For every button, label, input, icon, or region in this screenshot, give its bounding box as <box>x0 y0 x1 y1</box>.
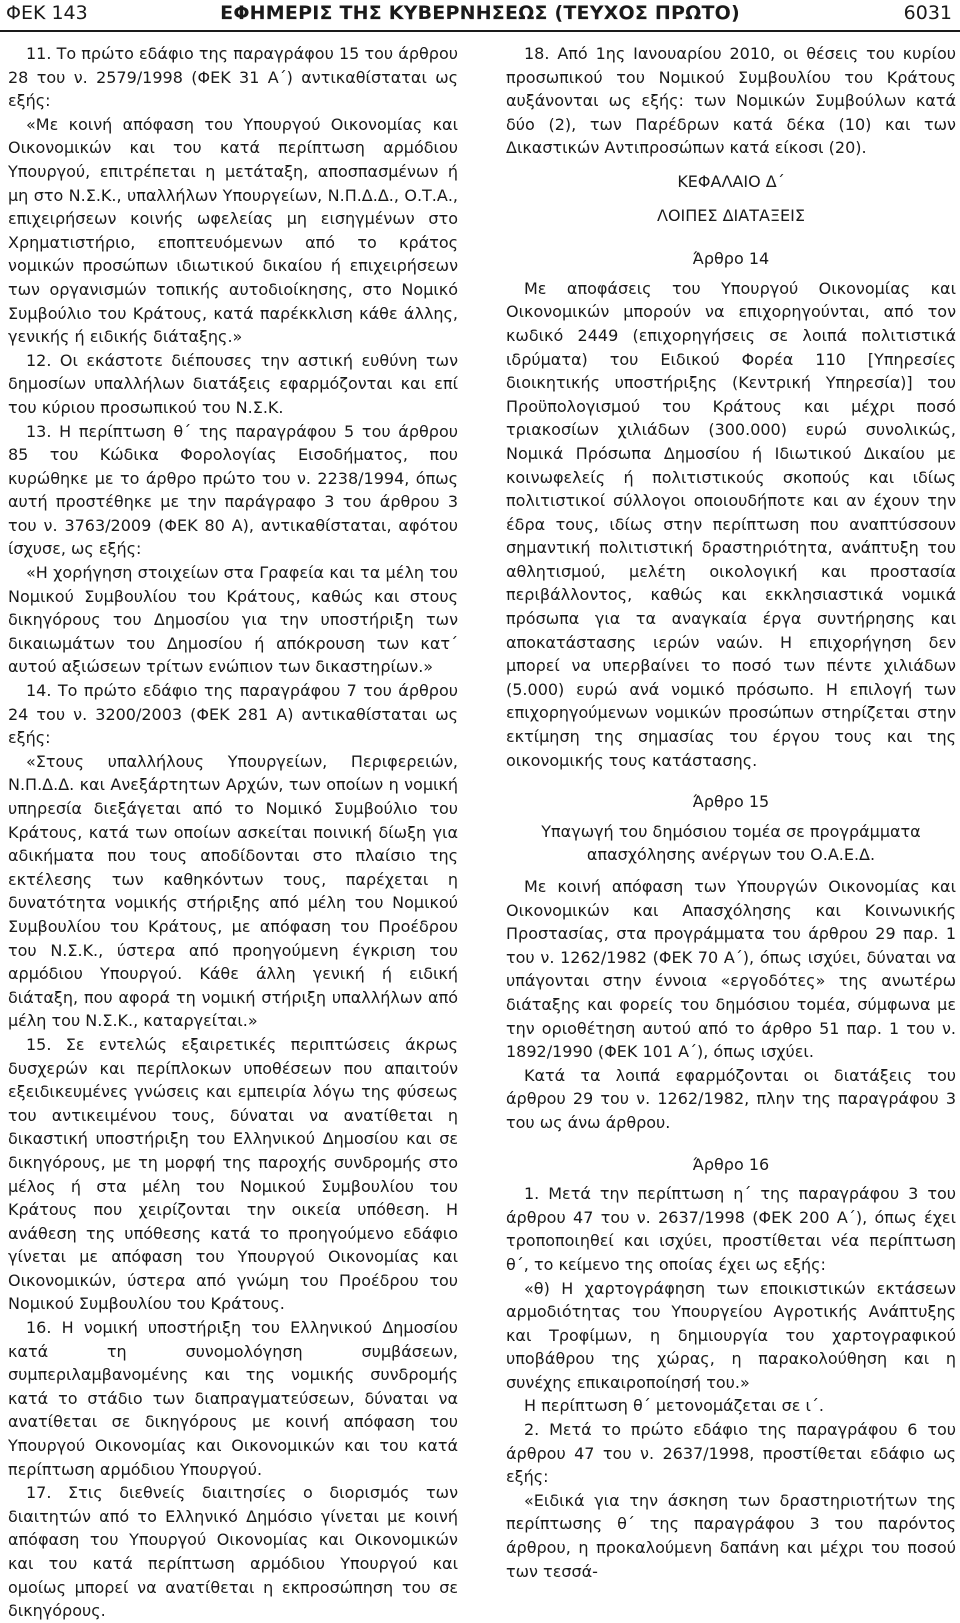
quoted-provision-13: «Η χορήγηση στοιχείων στα Γραφεία και τα μέλη του Νομικού Συμβουλίου του Κράτους, καθώς και στους δικηγόρους του Δημοσίου για την υποστήριξη των δικαιωμάτων του Δημοσίου ή απόκρουση των κατ΄ αυτού αξιώσεων τρίτων ενώπιον των δικαστηρίων.» <box>8 563 458 677</box>
paragraph-16: 16. Η νομική υποστήριξη του Ελληνικού Δημοσίου κατά τη συνομολόγηση συμβάσεων, συμπεριλαμβανομένης και της νομικής συνδρομής κατά το στάδιο των διαπραγματεύσεων, δύναται να ανατίθεται σε δικηγόρους με κοινή απόφαση του Υπουργού Οικονομίας και Οικονομικών και του κατά περίπτωση αρμόδιου Υπουργού. <box>8 1318 458 1479</box>
article-16-text-5: «Ειδικά για την άσκηση των δραστηριοτήτων της περίπτωσης θ΄ της παραγράφου 3 του παρόντος άρθρου, η προκαλούμενη δαπάνη και μέχρι του ποσού των τεσσά- <box>506 1490 956 1581</box>
chapter-title: ΛΟΙΠΕΣ ΔΙΑΤΑΞΕΙΣ <box>657 205 805 225</box>
article-16-text-2: «θ) Η χαρτογράφηση των εποικιστικών εκτάσεων αρμοδιότητας του Υπουργείου Αγροτικής Ανάπτυξης και Τροφίμων, η δημιουργία του χαρτογραφικού υποβάθρου της χώρας, η παρακολούθηση και η συνέχης επικαιροποίησή του.» <box>506 1278 956 1392</box>
article-14-text: Με αποφάσεις του Υπουργού Οικονομίας και Οικονομικών μπορούν να επιχορηγούνται, από τον κωδικό 2449 (επιχορηγήσεις σε λοιπά πολιτιστικά ιδρύματα) του Ειδικού Φορέα 110 [Υπηρεσίες διοικητικής υποστήριξης (Κεντρική Υπηρεσία)] του Προϋπολογισμού του Κράτους και μέχρι ποσό τριακοσίων χιλιάδων (300.000) ευρώ συνολικώς, Νομικά Πρόσωπα Δημοσίου ή Ιδιωτικού Δικαίου με κοινωφελείς ή πολιτιστικούς σκοπούς και ιδίως πολιτιστικοί σύλλογοι οποιουδήποτε και αν έχουν την έδρα τους, ιδίως στην περίπτωση που αναπτύσσουν σημαντική πολιτιστική δραστηριότητα, ανάπτυξη του αθλητισμού, μελέτη οικολογική και προστασία περιβάλλοντος, καθώς και εκκλησιαστικά νομικά πρόσωπα για τα αναγκαία έργα συντήρησης και αποκατάστασης ιερών ναών. Η επιχορήγηση δεν μπορεί να υπερβαίνει το ποσό των πέντε χιλιάδων (5.000) ευρώ ανά νομικό πρόσωπο. Η επιλογή των επιχορηγούμενων νομικών προσώπων στηρίζεται στην εκτίμηση της σημασίας του έργου τους και της οικονομικής τους κατάστασης. <box>506 278 956 770</box>
left-column <box>8 42 458 1621</box>
paragraph-11: 11. Το πρώτο εδάφιο της παραγράφου 15 του άρθρου 28 του ν. 2579/1998 (ΦΕΚ 31 Α΄) αντικαθίσταται ως εξής: <box>8 44 458 111</box>
paragraph-17: 17. Στις διεθνείς διαιτησίες ο διορισμός των διαιτητών από το Ελληνικό Δημόσιο γίνεται με κοινή απόφαση του Υπουργού Οικονομίας και Οικονομικών και του κατά περίπτωση αρμόδιου Υπουργού και ομοίως μπορεί να ανατίθεται η εκπροσώπηση του σε δικηγόρους. <box>8 1483 458 1621</box>
article-16-text-3: Η περίπτωση θ΄ μετονομάζεται σε ι΄. <box>524 1396 824 1416</box>
article-16-text-1: 1. Μετά την περίπτωση η΄ της παραγράφου 3 του άρθρου 47 του ν. 2637/1998 (ΦΕΚ 200 Α΄), όπως έχει τροποποιηθεί και ισχύει, προστίθεται νέα περίπτωση θ΄, το κείμενο της οποίας έχει ως εξής: <box>506 1184 956 1274</box>
gazette-title: ΕΦΗΜΕΡΙΣ ΤΗΣ ΚΥΒΕΡΝΗΣΕΩΣ (ΤΕΥΧΟΣ ΠΡΩΤΟ) <box>220 2 740 24</box>
header-rule <box>0 30 960 32</box>
issue-number: ΦΕΚ 143 <box>6 2 88 24</box>
article-15-text-2: Κατά τα λοιπά εφαρμόζονται οι διατάξεις του άρθρου 29 του ν. 1262/1982, πλην της παραγράφου 3 του ως άνω άρθρου. <box>506 1065 956 1132</box>
article-15-title: Υπαγωγή του δημόσιου τομέα σε προγράμματα απασχόλησης ανέργων του Ο.Α.Ε.Δ. <box>541 821 921 865</box>
quoted-provision-14: «Στους υπαλλήλους Υπουργείων, Περιφερειών, Ν.Π.Δ.Δ. και Ανεξάρτητων Αρχών, των οποίων η νομική υπηρεσία διεξάγεται από το Νομικό Συμβούλιο του Κράτους, κατά των οποίων ασκείται ποινική δίωξη για αδικήματα που τους αποδίδονται στο πλαίσιο της εκτέλεσης των καθηκόντων τους, παρέχεται η δυνατότητα νομικής στήριξης από μέλη του Νομικού Συμβουλίου του Κράτους, με απόφαση του Προέδρου του Ν.Σ.Κ., ύστερα από προηγούμενη έγκριση του αρμόδιου Υπουργού. Κάθε άλλη γενική ή ειδική διάταξη, που αφορά τη νομική στήριξη υπαλλήλων από μέλη του Ν.Σ.Κ., καταργείται.» <box>8 751 458 1031</box>
chapter-heading: ΚΕΦΑΛΑΙΟ Δ΄ <box>677 171 785 191</box>
paragraph-12: 12. Οι εκάστοτε διέπουσες την αστική ευθύνη των δημοσίων υπαλλήλων διατάξεις εφαρμόζονται και επί του κύριου προσωπικού του Ν.Σ.Κ. <box>8 350 458 417</box>
paragraph-15: 15. Σε εντελώς εξαιρετικές περιπτώσεις άκρως δυσχερών και περίπλοκων υποθέσεων που απαιτούν εξειδικευμένες γνώσεις και εμπειρία λόγω της φύσεως του αντικειμένου τους, δύναται να ανατίθεται η δικαστική υποστήριξη του Ελληνικού Δημοσίου και σε δικηγόρους, με τη μορφή της παροχής συνδρομής στο μέλος ή στα μέλη του Νομικού Συμβουλίου του Κράτους που χειρίζονται την οικεία υπόθεση. Η ανάθεση της υπόθεσης κατά το προηγούμενο εδάφιο γίνεται με απόφαση του Υπουργού Οικονομίας και Οικονομικών, ύστερα από γνώμη του Προέδρου του Νομικού Συμβουλίου του Κράτους. <box>8 1034 458 1314</box>
page-header <box>0 0 960 32</box>
article-15-heading: Άρθρο 15 <box>692 792 770 812</box>
paragraph-14: 14. Το πρώτο εδάφιο της παραγράφου 7 του άρθρου 24 του ν. 3200/2003 (ΦΕΚ 281 Α) αντικαθίσταται ως εξής: <box>8 681 458 748</box>
paragraph-13: 13. Η περίπτωση θ΄ της παραγράφου 5 του άρθρου 85 του Κώδικα Φορολογίας Εισοδήματος, που κυρώθηκε με το άρθρο πρώτο του ν. 2238/1994, όπως αυτή προστέθηκε με την παράγραφο 3 του άρθρου 3 του ν. 3763/2009 (ΦΕΚ 80 Α), αντικαθίσταται, αφότου ίσχυσε, ως εξής: <box>8 421 458 559</box>
quoted-provision-11: «Με κοινή απόφαση του Υπουργού Οικονομίας και Οικονομικών και του κατά περίπτωση αρμόδιου Υπουργού, επιτρέπεται η μετάταξη, αποσπασμένων ή μη στο Ν.Σ.Κ., υπαλλήλων Υπουργείων, Ν.Π.Δ.Δ., Ο.Τ.Α., επιχειρήσεων κοινής ωφελείας μη εισηγμένων στο Χρηματιστήριο, εποπτευόμενων από το κράτος νομικών προσώπων ιδιωτικού δικαίου ή επιχειρήσεων των οργανισμών τοπικής αυτοδιοίκησης, στο Νομικό Συμβούλιο του Κράτους, κατά παρέκκλιση κάθε άλλης, γενικής ή ειδικής διάταξης.» <box>8 114 458 347</box>
article-14-heading: Άρθρο 14 <box>692 249 770 269</box>
article-16-text-4: 2. Μετά το πρώτο εδάφιο της παραγράφου 6 του άρθρου 47 του ν. 2637/1998, προστίθεται εδάφιο ως εξής: <box>506 1420 956 1487</box>
paragraph-18: 18. Από 1ης Ιανουαρίου 2010, οι θέσεις του κυρίου προσωπικού του Νομικού Συμβουλίου του Κράτους αυξάνονται ως εξής: των Νομικών Συμβούλων κατά δύο (2), των Παρέδρων κατά δέκα (10) και των Δικαστικών Αντιπροσώπων κατά είκοσι (20). <box>506 44 956 158</box>
article-15-text-1: Με κοινή απόφαση των Υπουργών Οικονομίας και Οικονομικών και Απασχόλησης και Κοινωνικής Προστασίας, στα προγράμματα του άρθρου 29 παρ. 1 του ν. 1262/1982 (ΦΕΚ 70 Α΄), όπως ισχύει, δύναται να υπάγονται στην έννοια «εργοδότες» της ανωτέρω διάταξης και φορείς του δημόσιου τομέα, σύμφωνα με την οριοθέτηση αυτού από το άρθρο 51 παρ. 1 του ν. 1892/1990 (ΦΕΚ 101 Α΄), όπως ισχύει. <box>506 877 956 1062</box>
article-16-heading: Άρθρο 16 <box>692 1154 770 1174</box>
page-number: 6031 <box>903 2 952 24</box>
right-column <box>506 42 956 1581</box>
